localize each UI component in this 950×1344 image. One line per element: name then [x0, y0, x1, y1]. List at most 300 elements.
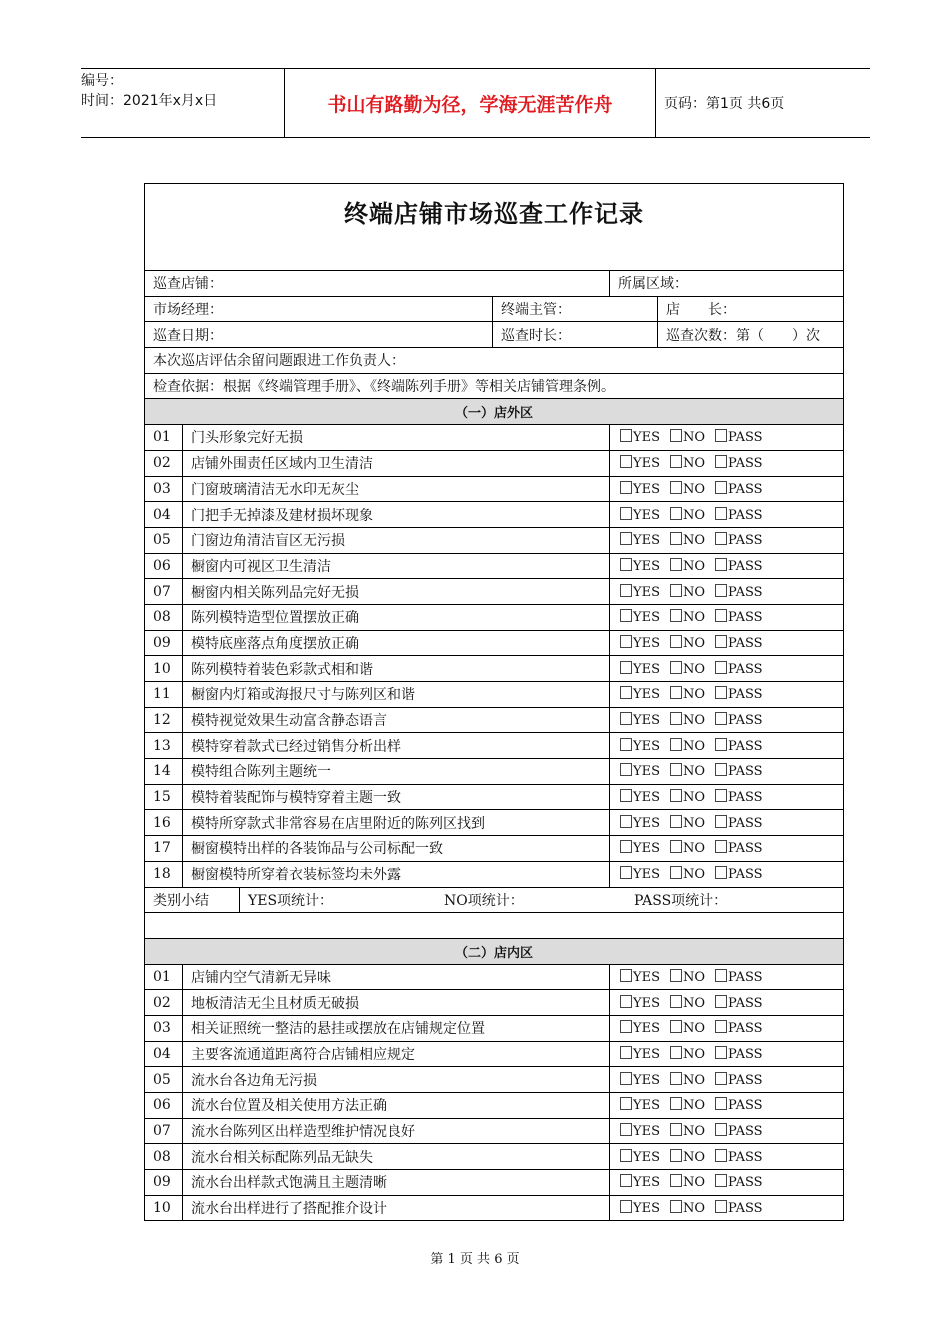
item-number: 02 — [145, 450, 183, 476]
item-text: 模特底座落点角度摆放正确 — [183, 630, 610, 656]
inspection-duration-field[interactable]: 巡查时长： — [493, 322, 658, 348]
checkbox-icon — [670, 1200, 682, 1213]
pass-checkbox[interactable] — [715, 609, 763, 625]
yes-label: YES — [633, 584, 660, 600]
no-checkbox[interactable] — [670, 429, 705, 445]
pass-checkbox[interactable] — [715, 763, 763, 779]
yes-checkbox[interactable] — [620, 789, 660, 805]
no-label: NO — [682, 456, 706, 472]
checklist-row — [145, 476, 844, 502]
item-number: 12 — [145, 707, 183, 733]
terminal-supervisor-field[interactable]: 终端主管： — [493, 296, 658, 322]
region-field[interactable]: 所属区域： — [610, 271, 844, 297]
checkbox-icon — [715, 661, 727, 674]
item-number: 09 — [145, 1170, 183, 1196]
item-number: 03 — [145, 476, 183, 502]
pass-label: PASS — [728, 661, 763, 677]
page-header — [81, 68, 870, 138]
item-text: 流水台各边角无污损 — [183, 1067, 610, 1093]
item-options — [610, 759, 844, 785]
checkbox-icon — [670, 507, 682, 520]
item-options — [610, 1144, 844, 1170]
pass-label: PASS — [728, 815, 763, 831]
pass-checkbox[interactable] — [715, 738, 763, 754]
no-checkbox[interactable] — [670, 635, 705, 651]
no-checkbox[interactable] — [670, 507, 705, 523]
checklist-row — [145, 836, 844, 862]
checkbox-icon — [715, 1097, 727, 1110]
pass-label: PASS — [728, 481, 763, 497]
checkbox-icon — [670, 481, 682, 494]
checklist-row — [145, 579, 844, 605]
no-label: NO — [682, 815, 706, 831]
pass-checkbox[interactable] — [715, 969, 763, 985]
item-number: 03 — [145, 1015, 183, 1041]
no-checkbox[interactable] — [670, 1149, 705, 1165]
yes-checkbox[interactable] — [620, 1149, 660, 1165]
page-info: 页码：第1页 共6页 — [664, 96, 785, 112]
no-label: NO — [682, 1046, 706, 1062]
checkbox-icon — [620, 1097, 632, 1110]
no-label: NO — [682, 1201, 706, 1217]
pass-checkbox[interactable] — [715, 1149, 763, 1165]
no-checkbox[interactable] — [670, 1097, 705, 1113]
checkbox-icon — [620, 558, 632, 571]
checkbox-icon — [670, 532, 682, 545]
item-options — [610, 707, 844, 733]
item-text: 店铺外围责任区域内卫生清洁 — [183, 450, 610, 476]
no-checkbox[interactable] — [670, 866, 705, 882]
pass-checkbox[interactable] — [715, 995, 763, 1011]
checkbox-icon — [620, 429, 632, 442]
yes-checkbox[interactable] — [620, 969, 660, 985]
item-text: 模特视觉效果生动富含静态语言 — [183, 707, 610, 733]
yes-checkbox[interactable] — [620, 866, 660, 882]
no-label: NO — [682, 430, 706, 446]
checkbox-icon — [715, 1174, 727, 1187]
pass-checkbox[interactable] — [715, 661, 763, 677]
checkbox-icon — [670, 1097, 682, 1110]
item-options — [610, 1118, 844, 1144]
checkbox-icon — [620, 738, 632, 751]
pass-count: PASS项统计： — [634, 892, 728, 909]
yes-label: YES — [633, 1072, 660, 1088]
no-label: NO — [682, 533, 706, 549]
yes-label: YES — [633, 456, 660, 472]
item-number: 05 — [145, 1067, 183, 1093]
checklist-row — [145, 733, 844, 759]
pass-checkbox[interactable] — [715, 1020, 763, 1036]
pass-checkbox[interactable] — [715, 481, 763, 497]
yes-checkbox[interactable] — [620, 455, 660, 471]
pass-checkbox[interactable] — [715, 1046, 763, 1062]
item-text: 橱窗内灯箱或海报尺寸与陈列区和谐 — [183, 682, 610, 708]
inspection-count-field[interactable]: 巡查次数：第（ ）次 — [658, 322, 844, 348]
pass-label: PASS — [728, 1021, 763, 1037]
no-label: NO — [682, 507, 706, 523]
yes-checkbox[interactable] — [620, 1020, 660, 1036]
checkbox-icon — [620, 1020, 632, 1033]
item-number: 02 — [145, 990, 183, 1016]
yes-checkbox[interactable] — [620, 686, 660, 702]
no-checkbox[interactable] — [670, 455, 705, 471]
no-checkbox[interactable] — [670, 840, 705, 856]
no-checkbox[interactable] — [670, 712, 705, 728]
item-options — [610, 861, 844, 887]
yes-count: YES项统计： — [248, 892, 334, 909]
item-options — [610, 733, 844, 759]
pass-label: PASS — [728, 1098, 763, 1114]
checklist-row — [145, 861, 844, 887]
item-options — [610, 1067, 844, 1093]
checkbox-icon — [620, 686, 632, 699]
no-checkbox[interactable] — [670, 584, 705, 600]
pass-checkbox[interactable] — [715, 507, 763, 523]
item-number: 05 — [145, 527, 183, 553]
checkbox-icon — [715, 1149, 727, 1162]
no-label: NO — [682, 841, 706, 857]
pass-label: PASS — [728, 533, 763, 549]
yes-label: YES — [633, 687, 660, 703]
checkbox-icon — [715, 455, 727, 468]
checkbox-icon — [715, 840, 727, 853]
checklist-row — [145, 1118, 844, 1144]
checkbox-icon — [670, 584, 682, 597]
item-options — [610, 1041, 844, 1067]
no-checkbox[interactable] — [670, 1072, 705, 1088]
checkbox-icon — [670, 455, 682, 468]
pass-checkbox[interactable] — [715, 455, 763, 471]
checkbox-icon — [620, 1046, 632, 1059]
item-number: 04 — [145, 1041, 183, 1067]
pass-checkbox[interactable] — [715, 815, 763, 831]
pass-checkbox[interactable] — [715, 532, 763, 548]
yes-label: YES — [633, 558, 660, 574]
checklist-row — [145, 1015, 844, 1041]
pass-label: PASS — [728, 738, 763, 754]
item-number: 10 — [145, 1195, 183, 1221]
yes-label: YES — [633, 995, 660, 1011]
yes-label: YES — [633, 841, 660, 857]
checkbox-icon — [715, 866, 727, 879]
checkbox-icon — [715, 609, 727, 622]
checklist-row — [145, 502, 844, 528]
yes-checkbox[interactable] — [620, 1046, 660, 1062]
pass-label: PASS — [728, 841, 763, 857]
item-text: 门窗边角清洁盲区无污损 — [183, 527, 610, 553]
no-checkbox[interactable] — [670, 789, 705, 805]
checkbox-icon — [715, 738, 727, 751]
no-label: NO — [682, 738, 706, 754]
yes-checkbox[interactable] — [620, 558, 660, 574]
no-checkbox[interactable] — [670, 1200, 705, 1216]
checkbox-icon — [620, 840, 632, 853]
no-label: NO — [682, 635, 706, 651]
item-text: 流水台出样款式饱满且主题清晰 — [183, 1170, 610, 1196]
checkbox-icon — [670, 1149, 682, 1162]
yes-label: YES — [633, 430, 660, 446]
pass-checkbox[interactable] — [715, 712, 763, 728]
checkbox-icon — [620, 1200, 632, 1213]
yes-checkbox[interactable] — [620, 481, 660, 497]
checkbox-icon — [670, 840, 682, 853]
form-title: 终端店铺市场巡查工作记录 — [145, 184, 844, 271]
pass-checkbox[interactable] — [715, 558, 763, 574]
no-label: NO — [682, 584, 706, 600]
item-number: 14 — [145, 759, 183, 785]
no-checkbox[interactable] — [670, 763, 705, 779]
checkbox-icon — [715, 532, 727, 545]
summary-counts[interactable] — [240, 887, 844, 913]
checkbox-icon — [620, 635, 632, 648]
pass-label: PASS — [728, 1175, 763, 1191]
checkbox-icon — [715, 969, 727, 982]
yes-label: YES — [633, 1149, 660, 1165]
yes-checkbox[interactable] — [620, 584, 660, 600]
inspection-date-field[interactable]: 巡查日期： — [145, 322, 493, 348]
responsible-person-field[interactable]: 本次巡店评估余留问题跟进工作负责人： — [145, 348, 844, 374]
no-label: NO — [682, 687, 706, 703]
no-checkbox[interactable] — [670, 661, 705, 677]
checkbox-icon — [670, 1020, 682, 1033]
yes-checkbox[interactable] — [620, 1200, 660, 1216]
store-field[interactable]: 巡查店铺： — [145, 271, 610, 297]
yes-checkbox[interactable] — [620, 712, 660, 728]
item-options — [610, 450, 844, 476]
store-manager-field[interactable]: 店 长： — [658, 296, 844, 322]
yes-checkbox[interactable] — [620, 815, 660, 831]
yes-checkbox[interactable] — [620, 1097, 660, 1113]
item-options — [610, 476, 844, 502]
item-text: 店铺内空气清新无异味 — [183, 964, 610, 990]
checkbox-icon — [620, 789, 632, 802]
checkbox-icon — [620, 815, 632, 828]
yes-checkbox[interactable] — [620, 532, 660, 548]
pass-checkbox[interactable] — [715, 686, 763, 702]
item-text: 陈列模特造型位置摆放正确 — [183, 604, 610, 630]
pass-label: PASS — [728, 867, 763, 883]
yes-checkbox[interactable] — [620, 635, 660, 651]
checklist-row — [145, 425, 844, 451]
pass-checkbox[interactable] — [715, 1072, 763, 1088]
checkbox-icon — [620, 1123, 632, 1136]
checkbox-icon — [715, 429, 727, 442]
item-text: 橱窗内相关陈列品完好无损 — [183, 579, 610, 605]
yes-checkbox[interactable] — [620, 429, 660, 445]
pass-checkbox[interactable] — [715, 429, 763, 445]
yes-checkbox[interactable] — [620, 763, 660, 779]
item-options — [610, 553, 844, 579]
checklist-row — [145, 759, 844, 785]
yes-label: YES — [633, 1124, 660, 1140]
checklist-row — [145, 604, 844, 630]
item-text: 主要客流通道距离符合店铺相应规定 — [183, 1041, 610, 1067]
no-label: NO — [682, 764, 706, 780]
item-text: 门把手无掉漆及建材损坏现象 — [183, 502, 610, 528]
item-number: 07 — [145, 579, 183, 605]
yes-checkbox[interactable] — [620, 738, 660, 754]
checkbox-icon — [620, 969, 632, 982]
section-heading: （二）店内区 — [145, 938, 844, 964]
checklist-row — [145, 1195, 844, 1221]
pass-label: PASS — [728, 1124, 763, 1140]
section-heading: （一）店外区 — [145, 399, 844, 425]
time-label: 时间：2021年x月x日 — [81, 93, 218, 109]
yes-label: YES — [633, 738, 660, 754]
pass-label: PASS — [728, 995, 763, 1011]
checkbox-icon — [670, 1072, 682, 1085]
item-options — [610, 1093, 844, 1119]
item-number: 08 — [145, 1144, 183, 1170]
blank-row — [145, 913, 844, 939]
item-options — [610, 630, 844, 656]
checkbox-icon — [715, 712, 727, 725]
checkbox-icon — [670, 995, 682, 1008]
item-text: 模特穿着款式已经过销售分析出样 — [183, 733, 610, 759]
no-label: NO — [682, 713, 706, 729]
item-number: 09 — [145, 630, 183, 656]
checkbox-icon — [670, 969, 682, 982]
item-options — [610, 425, 844, 451]
item-options — [610, 836, 844, 862]
pass-checkbox[interactable] — [715, 1097, 763, 1113]
yes-label: YES — [633, 481, 660, 497]
item-number: 08 — [145, 604, 183, 630]
checkbox-icon — [715, 584, 727, 597]
yes-label: YES — [633, 790, 660, 806]
pass-checkbox[interactable] — [715, 635, 763, 651]
checkbox-icon — [620, 763, 632, 776]
item-number: 17 — [145, 836, 183, 862]
checklist-row — [145, 784, 844, 810]
item-options — [610, 604, 844, 630]
yes-label: YES — [633, 1201, 660, 1217]
item-text: 模特组合陈列主题统一 — [183, 759, 610, 785]
no-checkbox[interactable] — [670, 558, 705, 574]
yes-checkbox[interactable] — [620, 609, 660, 625]
checkbox-icon — [670, 558, 682, 571]
no-label: NO — [682, 867, 706, 883]
no-label: NO — [682, 610, 706, 626]
checkbox-icon — [670, 866, 682, 879]
checkbox-icon — [715, 1123, 727, 1136]
checkbox-icon — [670, 1123, 682, 1136]
yes-label: YES — [633, 867, 660, 883]
pass-label: PASS — [728, 507, 763, 523]
pass-label: PASS — [728, 1149, 763, 1165]
item-options — [610, 964, 844, 990]
item-options — [610, 682, 844, 708]
no-label: NO — [682, 1175, 706, 1191]
pass-checkbox[interactable] — [715, 866, 763, 882]
yes-checkbox[interactable] — [620, 840, 660, 856]
item-options — [610, 990, 844, 1016]
no-checkbox[interactable] — [670, 738, 705, 754]
pass-checkbox[interactable] — [715, 1174, 763, 1190]
checkbox-icon — [620, 481, 632, 494]
item-options — [610, 656, 844, 682]
item-number: 13 — [145, 733, 183, 759]
checkbox-icon — [670, 789, 682, 802]
checkbox-icon — [670, 815, 682, 828]
no-checkbox[interactable] — [670, 1020, 705, 1036]
pass-label: PASS — [728, 456, 763, 472]
item-text: 流水台相关标配陈列品无缺失 — [183, 1144, 610, 1170]
item-options — [610, 1170, 844, 1196]
no-checkbox[interactable] — [670, 532, 705, 548]
checkbox-icon — [715, 558, 727, 571]
no-label: NO — [682, 995, 706, 1011]
yes-checkbox[interactable] — [620, 507, 660, 523]
market-manager-field[interactable]: 市场经理： — [145, 296, 493, 322]
checkbox-icon — [670, 661, 682, 674]
yes-label: YES — [633, 1046, 660, 1062]
no-checkbox[interactable] — [670, 995, 705, 1011]
no-checkbox[interactable] — [670, 481, 705, 497]
no-label: NO — [682, 790, 706, 806]
checkbox-icon — [715, 1072, 727, 1085]
no-checkbox[interactable] — [670, 1046, 705, 1062]
item-number: 15 — [145, 784, 183, 810]
no-label: NO — [682, 558, 706, 574]
pass-checkbox[interactable] — [715, 1200, 763, 1216]
no-checkbox[interactable] — [670, 969, 705, 985]
checkbox-icon — [670, 738, 682, 751]
pass-label: PASS — [728, 687, 763, 703]
summary-label: 类别小结 — [145, 887, 240, 913]
item-options — [610, 1015, 844, 1041]
yes-label: YES — [633, 610, 660, 626]
no-checkbox[interactable] — [670, 609, 705, 625]
yes-checkbox[interactable] — [620, 995, 660, 1011]
no-checkbox[interactable] — [670, 815, 705, 831]
checklist-row — [145, 527, 844, 553]
checkbox-icon — [670, 635, 682, 648]
number-label: 编号： — [81, 73, 123, 89]
item-options — [610, 579, 844, 605]
no-checkbox[interactable] — [670, 1123, 705, 1139]
item-text: 流水台陈列区出样造型维护情况良好 — [183, 1118, 610, 1144]
checklist-row — [145, 450, 844, 476]
pass-checkbox[interactable] — [715, 840, 763, 856]
checkbox-icon — [620, 712, 632, 725]
pass-label: PASS — [728, 1046, 763, 1062]
checkbox-icon — [715, 481, 727, 494]
pass-label: PASS — [728, 635, 763, 651]
no-checkbox[interactable] — [670, 686, 705, 702]
pass-checkbox[interactable] — [715, 789, 763, 805]
pass-checkbox[interactable] — [715, 1123, 763, 1139]
no-label: NO — [682, 1124, 706, 1140]
yes-checkbox[interactable] — [620, 661, 660, 677]
pass-checkbox[interactable] — [715, 584, 763, 600]
yes-label: YES — [633, 815, 660, 831]
item-text: 流水台位置及相关使用方法正确 — [183, 1093, 610, 1119]
yes-label: YES — [633, 507, 660, 523]
checkbox-icon — [620, 1174, 632, 1187]
yes-checkbox[interactable] — [620, 1123, 660, 1139]
no-checkbox[interactable] — [670, 1174, 705, 1190]
yes-checkbox[interactable] — [620, 1072, 660, 1088]
item-options — [610, 810, 844, 836]
item-text: 流水台出样进行了搭配推介设计 — [183, 1195, 610, 1221]
checkbox-icon — [620, 1072, 632, 1085]
item-options — [610, 502, 844, 528]
checklist-row — [145, 1144, 844, 1170]
checklist-row — [145, 1170, 844, 1196]
yes-checkbox[interactable] — [620, 1174, 660, 1190]
checkbox-icon — [670, 1174, 682, 1187]
